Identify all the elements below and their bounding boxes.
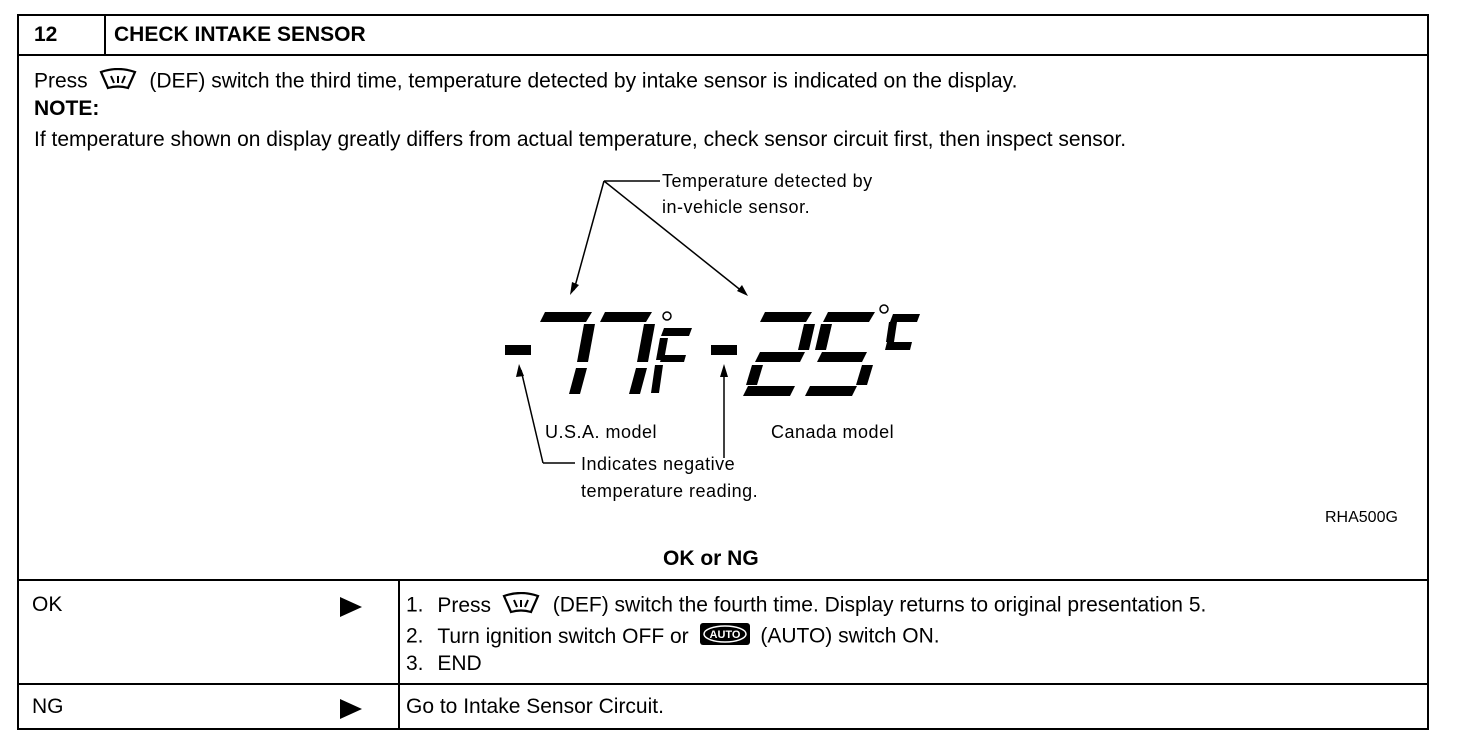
ok-right-triangle-icon <box>340 597 362 617</box>
ok-step-2 <box>406 622 940 652</box>
ok-step-2-num: 2. <box>406 624 424 648</box>
def-switch-icon <box>501 592 541 620</box>
step-title: CHECK INTAKE SENSOR <box>114 23 366 46</box>
result-ok-label: OK <box>32 593 63 616</box>
auto-switch-icon <box>699 622 751 652</box>
result-table-top-border <box>17 579 1429 581</box>
ok-step-3-num: 3. <box>406 652 424 675</box>
callout-top-line1: Temperature detected by <box>662 171 873 191</box>
ok-step-2-post: (AUTO) switch ON. <box>760 624 940 648</box>
callout-top-line2: in-vehicle sensor. <box>662 197 811 217</box>
intro-press-word: Press <box>34 69 88 93</box>
step-number: 12 <box>34 23 58 46</box>
auto-icon-text: AUTO <box>709 629 740 641</box>
ok-step-1-pre: Press <box>437 593 492 617</box>
ng-action: Go to Intake Sensor Circuit. <box>406 695 664 718</box>
ok-step-3-pre: END <box>437 652 482 675</box>
negative-callout-line1: Indicates negative <box>581 454 736 474</box>
negative-callout-line2: temperature reading. <box>581 481 759 501</box>
result-heading: OK or NG <box>663 547 759 570</box>
note-label: NOTE: <box>34 97 100 120</box>
ok-step-1-post: (DEF) switch the fourth time. Display returns to original presentation 5. <box>552 593 1207 617</box>
canada-seven-segment-display <box>711 305 920 396</box>
ok-step-3 <box>406 652 482 676</box>
note-text: If temperature shown on display greatly differs from actual temperature, check sensor circuit first, then inspect sensor. <box>34 128 1127 151</box>
result-table-column-divider <box>398 579 400 730</box>
canada-model-label: Canada model <box>771 422 895 442</box>
usa-model-label: U.S.A. model <box>545 422 658 442</box>
intro-line-1-text: (DEF) switch the third time, temperature detected by intake sensor is indicated on the display. <box>149 69 1018 93</box>
ok-step-2-pre: Turn ignition switch OFF or <box>437 624 689 648</box>
result-table-row-divider <box>17 683 1429 685</box>
result-ng-label: NG <box>32 695 64 718</box>
usa-seven-segment-display <box>505 312 692 394</box>
ok-step-1 <box>406 592 1206 620</box>
ng-right-triangle-icon <box>340 699 362 719</box>
figure-code: RHA500G <box>1325 509 1398 526</box>
ok-step-1-num: 1. <box>406 593 424 617</box>
